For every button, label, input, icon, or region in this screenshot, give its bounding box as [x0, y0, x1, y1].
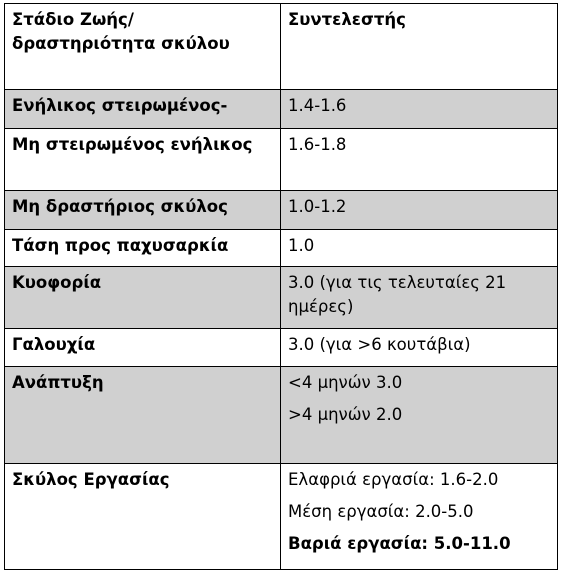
row-label: Γαλουχία — [5, 329, 281, 367]
table-header-row — [5, 4, 558, 90]
row-label: Μη στειρωμένος ενήλικος — [5, 129, 281, 191]
header-factor: Συντελεστής — [281, 4, 558, 90]
row-label: Σκύλος Εργασίας — [5, 464, 281, 570]
row-label: Μη δραστήριος σκύλος — [5, 191, 281, 230]
table-row — [5, 367, 558, 464]
table-row — [5, 90, 558, 129]
row-label: Κυοφορία — [5, 267, 281, 329]
row-value: 1.0-1.2 — [281, 191, 558, 230]
row-value: Ελαφριά εργασία: 1.6-2.0 Μέση εργασία: 2.0-5.0 Βαριά εργασία: 5.0-11.0 — [281, 464, 558, 570]
row-value: 1.4-1.6 — [281, 90, 558, 129]
table-row — [5, 191, 558, 230]
coefficient-table — [4, 3, 558, 570]
table-row — [5, 464, 558, 570]
table-row — [5, 230, 558, 267]
row-label: Ανάπτυξη — [5, 367, 281, 464]
table-row — [5, 129, 558, 191]
table-row — [5, 267, 558, 329]
row-value: 3.0 (για τις τελευταίες 21 ημέρες) — [281, 267, 558, 329]
row-label: Ενήλικος στειρωμένος- — [5, 90, 281, 129]
row-value: 1.0 — [281, 230, 558, 267]
row-value: <4 μηνών 3.0 >4 μηνών 2.0 — [281, 367, 558, 464]
row-label: Τάση προς παχυσαρκία — [5, 230, 281, 267]
header-stage: Στάδιο Ζωής/δραστηριότητα σκύλου — [5, 4, 281, 90]
row-value: 3.0 (για >6 κουτάβια) — [281, 329, 558, 367]
table-row — [5, 329, 558, 367]
row-value: 1.6-1.8 — [281, 129, 558, 191]
